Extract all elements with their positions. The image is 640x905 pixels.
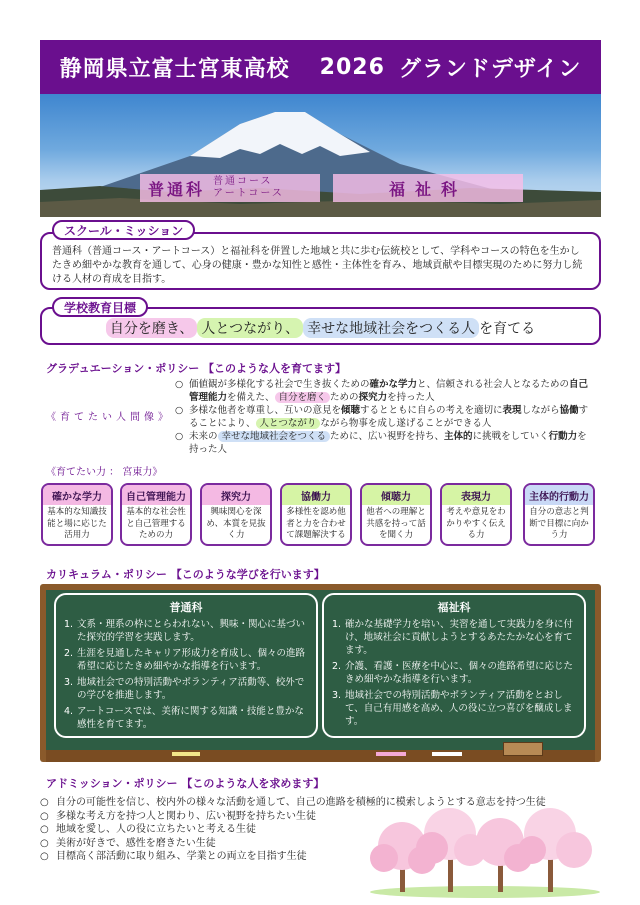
list-number: 1.	[332, 619, 342, 630]
ability-title: 主体的行動力	[525, 485, 593, 505]
chalk-pink	[376, 752, 406, 756]
course-futsu-sub	[213, 176, 284, 200]
list-item-text: 価値観が多様化する社会で生き抜くための確かな学力と、信頼される社会人となるための自己管理能力を備えた、 自分を磨く ための探究力を持った人	[189, 379, 589, 403]
ability-desc: 基本的な知識技能と場に応じた活用力	[47, 507, 107, 540]
curriculum-futsu-title: 普通科	[169, 601, 203, 614]
list-item-text: 未来の 幸せな地域社会をつくる ために、広い視野を持ち、主体的に挑戦をしていく行動力を持った人	[189, 431, 587, 455]
list-item	[64, 647, 308, 673]
list-item-text: 美術が好きで、感性を磨きたい生徒	[56, 837, 216, 849]
ability-desc: 多様性を認め他者と力を合わせて課題解決する	[286, 507, 346, 540]
course-futsu-sub2: アートコース	[213, 188, 284, 199]
goal-part4: を育てる	[479, 321, 536, 337]
chalk-white	[432, 752, 462, 756]
list-number: 1.	[64, 619, 74, 630]
list-item	[175, 430, 595, 456]
list-item	[332, 660, 576, 686]
bullet-mark: ○	[40, 797, 49, 808]
list-number: 2.	[64, 648, 74, 659]
course-box-fukushi: 福祉科	[333, 174, 523, 202]
list-item-text: 確かな基礎学力を培い、実習を通して実践力を身に付け、地域社会に貢献しようとするあたたかな心を育てます。	[345, 619, 574, 656]
eraser	[503, 742, 543, 756]
ability-card	[360, 483, 432, 546]
list-item-text: 介護、看護・医療を中心に、個々の進路希望に応じたきめ細やかな指導を行います。	[345, 661, 574, 685]
list-item-text: 地域社会での特別活動やボランティア活動をとおして、自己有用感を高め、人の役に立つ喜びを醸成します。	[345, 690, 573, 727]
bullet-mark: ○	[175, 405, 184, 416]
bullet-mark: ○	[175, 379, 184, 390]
ability-desc: 他者への理解と共感を持って話を聞く力	[366, 507, 426, 540]
course-box-futsu	[140, 174, 320, 202]
ability-desc: 基本的な社会性と自己管理するための力	[126, 507, 186, 540]
list-number: 2.	[332, 661, 342, 672]
bullet-mark: ○	[175, 431, 184, 442]
course-futsu-label: 普通科	[148, 179, 206, 199]
goal-part2: 人とつながり、	[197, 318, 303, 338]
ability-card	[41, 483, 113, 546]
page-title	[40, 40, 601, 94]
mission-text: 普通科（普通コース・アートコース）と福祉科を併置した地域と共に歩む伝統校として、学科やコースの特色を生かしたきめ細やかな教育を通して、心身の健康・豊かな知性と感性・主体性を育み、地域貢献や目標実現のために努力し続ける人材の育成を目指す。	[52, 246, 583, 285]
list-item	[175, 378, 595, 404]
list-item-text: 自分の可能性を信じ、校内外の様々な活動を通して、自己の進路を積極的に模索しようとする意志を持つ生徒	[56, 797, 546, 808]
ability-card	[200, 483, 272, 546]
ability-title: 自己管理能力	[122, 485, 190, 505]
list-number: 3.	[64, 677, 74, 688]
curriculum-fukushi-title: 福祉科	[437, 601, 471, 614]
list-item-text: 目標高く部活動に取り組み、学業との両立を目指す生徒	[56, 851, 307, 862]
list-item-text: 地域を愛し、人の役に立ちたいと考える生徒	[56, 824, 256, 835]
list-item-text: 地域社会での特別活動やボランティア活動等、校外での学びを推進します。	[77, 677, 305, 701]
bullet-mark: ○	[40, 837, 49, 849]
curriculum-fukushi-list	[332, 618, 576, 728]
ability-desc: 考えや意見をわかりやすく伝える力	[446, 507, 506, 540]
course-futsu-sub1: 普通コース	[213, 176, 273, 187]
ability-card	[523, 483, 595, 546]
graduation-heading: グラデュエーション・ポリシー 【このような人を育てます】	[46, 362, 347, 375]
admission-heading: アドミッション・ポリシー 【このような人を求めます】	[46, 777, 325, 790]
ability-title: 表現力	[442, 485, 510, 505]
list-item-text: 多様な他者を尊重し、互いの意見を傾聴するとともに自らの考えを適切に表現しながら協働することにより、 人とつながり ながら物事を成し遂げることができる人	[189, 405, 589, 429]
list-item	[64, 676, 308, 702]
ability-title: 傾聴力	[362, 485, 430, 505]
list-item-text: 生涯を見通したキャリア形成力を育成し、個々の進路希望に応じたきめ細やかな指導を行います。	[77, 648, 306, 672]
cherry-blossom-illustration	[370, 806, 601, 898]
list-item	[175, 404, 595, 430]
graduation-list	[175, 378, 595, 456]
title-subtitle: グランドデザイン	[398, 56, 582, 82]
graduation-label: 《育てたい人間像》	[46, 412, 172, 423]
abilities-label: 《育てたい力 ： 宮東力》	[46, 467, 163, 478]
title-year: 2026	[319, 54, 385, 80]
mission-box	[40, 232, 601, 290]
goal-tag: 学校教育目標	[52, 297, 148, 317]
ability-desc: 興味関心を深め、本質を見抜く力	[206, 507, 266, 540]
curriculum-card-fukushi	[322, 593, 586, 738]
curriculum-futsu-list	[64, 618, 308, 731]
goal-part1: 自分を磨き、	[106, 318, 197, 338]
list-item-text: 文系・理系の枠にとらわれない、興味・関心に基づいた探究的学習を実践します。	[77, 619, 306, 643]
bullet-mark: ○	[40, 810, 49, 822]
list-item	[332, 689, 576, 728]
curriculum-card-futsu	[54, 593, 318, 738]
list-item-text: 多様な考え方を持つ人と関わり、広い視野を持ちたい生徒	[56, 810, 316, 822]
list-item-text: アートコースでは、美術に関する知識・技能と豊かな感性を育てます。	[77, 706, 304, 730]
mount-fuji-photo	[40, 94, 601, 217]
ability-title: 確かな学力	[43, 485, 111, 505]
ability-title: 協働力	[282, 485, 350, 505]
list-number: 4.	[64, 706, 74, 717]
ability-card	[120, 483, 192, 546]
bullet-mark: ○	[40, 851, 49, 862]
ability-title: 探究力	[202, 485, 270, 505]
goal-part3: 幸せな地域社会をつくる人	[303, 318, 479, 338]
ability-card	[440, 483, 512, 546]
curriculum-heading: カリキュラム・ポリシー 【このような学びを行います】	[46, 568, 325, 581]
school-name: 静岡県立富士宮東高校	[59, 56, 290, 82]
list-item	[64, 618, 308, 644]
bullet-mark: ○	[40, 824, 49, 835]
ability-card	[280, 483, 352, 546]
list-item	[64, 705, 308, 731]
mission-tag: スクール・ミッション	[52, 220, 195, 240]
ability-desc: 自分の意志と判断で目標に向かう力	[529, 507, 589, 540]
list-item	[332, 618, 576, 657]
list-number: 3.	[332, 690, 342, 701]
chalk-yellow	[172, 752, 200, 756]
